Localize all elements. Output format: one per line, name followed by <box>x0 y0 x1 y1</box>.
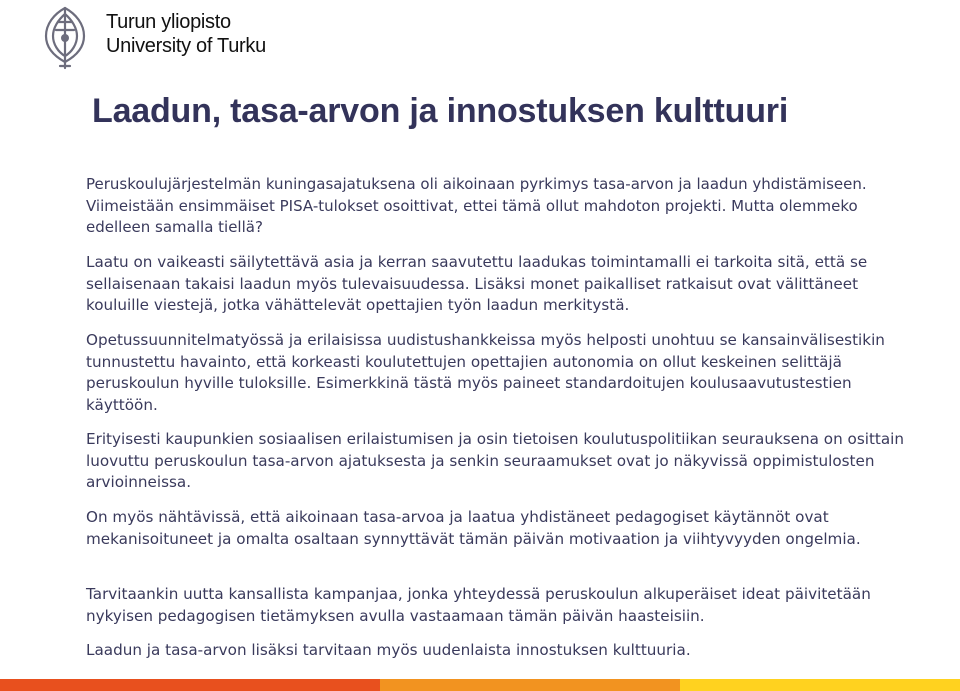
logo-name-finnish: Turun yliopisto <box>106 11 231 33</box>
paragraph-quality: Laatu on vaikeasti säilytettävä asia ja kerran saavutettu laadukas toimintamalli ei tarkoita sitä, että se sellaisenaan takaisi laadun myös tulevaisuudessa. Lisäksi monet paikalliset ratkaisut ovat välittäneet kouluille viestejä, jotka vähättelevät opettajien työn laadun merkitystä. <box>86 253 868 314</box>
decorative-color-bar <box>0 679 960 691</box>
university-logo <box>36 4 276 70</box>
slide-title: Laadun, tasa-arvon ja innostuksen kulttuuri <box>92 92 789 130</box>
color-bar-segment-orange <box>380 679 680 691</box>
paragraph-intro: Peruskoulujärjestelmän kuningasajatuksena oli aikoinaan pyrkimys tasa-arvon ja laadun yhdistämiseen. Viimeistään ensimmäiset PISA-tulokset osoittivat, ettei tämä ollut mahdoton projekti. Mutta olemmeko edelleen samalla tiellä? <box>86 175 867 236</box>
paragraph-segregation: Erityisesti kaupunkien sosiaalisen erilaistumisen ja osin tietoisen koulutuspolitiikan seurauksena on osittain luovuttu peruskoulun tasa-arvon ajatuksesta ja senkin seuraamukset ovat jo näkyvissä oppimistulosten arvioinneissa. <box>86 430 905 491</box>
paragraph-campaign: Tarvitaankin uutta kansallista kampanjaa, jonka yhteydessä peruskoulun alkuperäiset ideat päivitetään nykyisen pedagogisen tietämyksen avulla vastaamaan tämän päivän haasteisiin. <box>86 585 871 625</box>
paragraph-conclusion: Laadun ja tasa-arvon lisäksi tarvitaan myös uudenlaista innostuksen kulttuuria. <box>86 641 691 659</box>
paragraph-pedagogy: On myös nähtävissä, että aikoinaan tasa-arvoa ja laatua yhdistäneet pedagogiset käytännöt ovat mekanisoituneet ja omalta osaltaan synnyttävät tämän päivän motivaation ja viihtyvyyden ongelmia. <box>86 508 861 548</box>
university-emblem-icon <box>36 4 94 70</box>
color-bar-segment-red <box>0 679 380 691</box>
paragraph-curriculum: Opetussuunnitelmatyössä ja erilaisissa uudistushankkeissa myös helposti unohtuu se kansainvälisestikin tunnustettu havainto, että korkeasti koulutettujen opettajien autonomia on ollut keskeinen selittäjä peruskoulun hyville tuloksille. Esimerkkinä tästä myös paineet standardoitujen koulusaavutustestien käyttöön. <box>86 331 885 414</box>
color-bar-segment-yellow <box>680 679 960 691</box>
logo-name-english: University of Turku <box>106 35 266 57</box>
